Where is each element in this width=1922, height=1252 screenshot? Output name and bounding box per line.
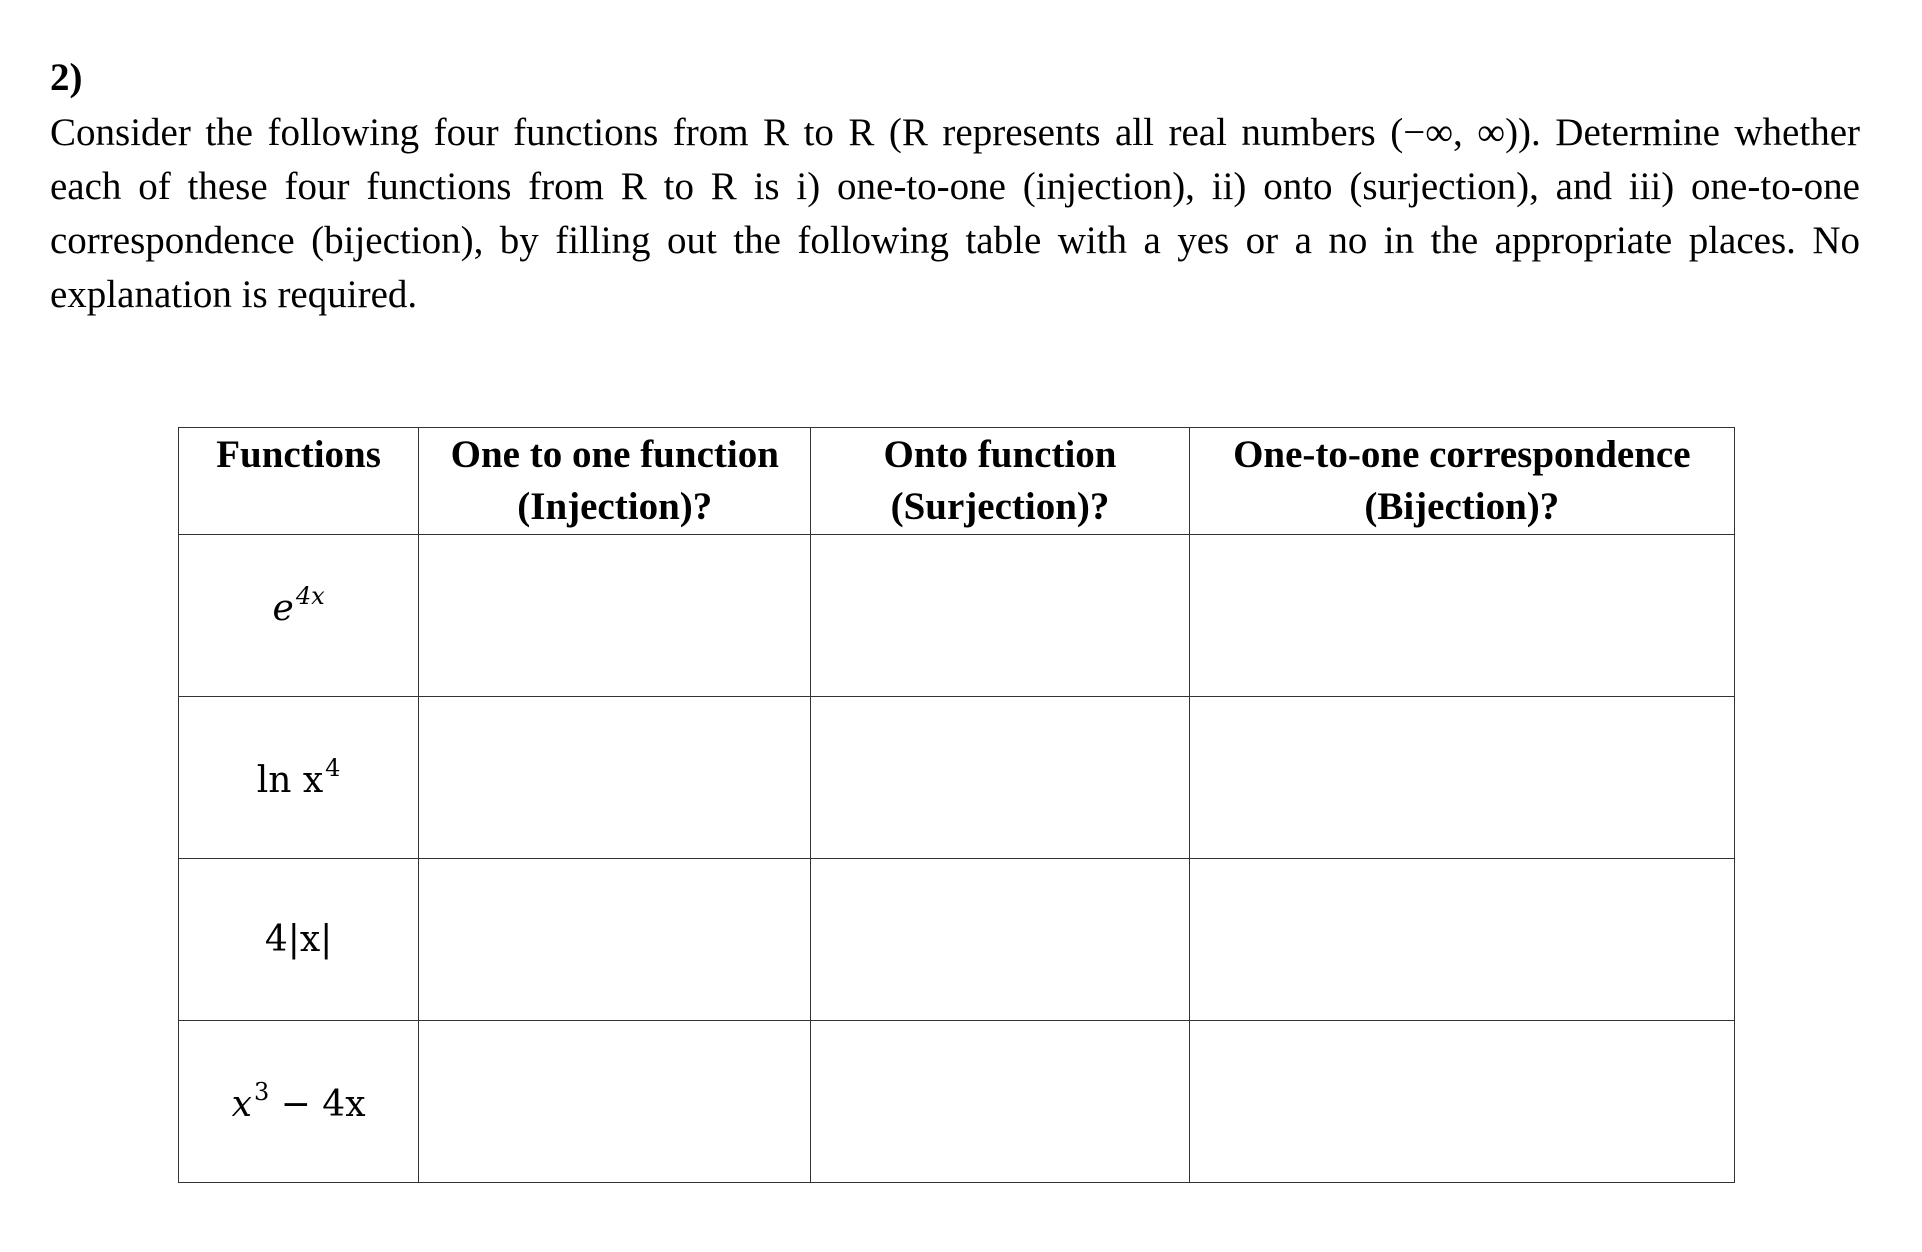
surjection-answer-cell[interactable] — [811, 859, 1189, 1021]
header-surjection — [811, 428, 1189, 535]
header-surjection-line1: Onto function — [883, 433, 1117, 476]
surjection-answer-cell[interactable] — [811, 697, 1189, 859]
answer-table — [178, 427, 1735, 1183]
function-exponent: 4 — [325, 754, 341, 782]
bijection-answer-cell[interactable] — [1189, 1021, 1734, 1183]
prompt-line-1: Consider the following four functions from R to R (R represents all real numbers (−∞, ∞)). Determine whether — [50, 111, 1860, 154]
function-exponent: 3 — [253, 1078, 270, 1106]
table-row — [179, 535, 1735, 697]
surjection-answer-cell[interactable] — [811, 535, 1189, 697]
question-number: 2) — [50, 56, 83, 99]
header-row — [179, 428, 1735, 535]
function-base: 4|x| — [264, 919, 333, 960]
header-injection-line1: One to one function — [450, 433, 779, 476]
header-functions — [179, 428, 419, 535]
header-bijection-line2: (Bijection)? — [1364, 485, 1560, 528]
injection-answer-cell[interactable] — [419, 859, 811, 1021]
injection-answer-cell[interactable] — [419, 697, 811, 859]
function-exponent: 4x — [295, 582, 325, 610]
bijection-answer-cell[interactable] — [1189, 697, 1734, 859]
prompt-line-3: correspondence (bijection), by filling out the following table with a yes or a no in the appropriate places. No — [50, 219, 1860, 262]
bijection-answer-cell[interactable] — [1189, 535, 1734, 697]
function-base: x — [231, 1084, 252, 1125]
function-cell — [179, 697, 419, 859]
function-cell — [179, 859, 419, 1021]
table-row — [179, 859, 1735, 1021]
table-row — [179, 1021, 1735, 1183]
injection-answer-cell[interactable] — [419, 535, 811, 697]
header-functions-label: Functions — [216, 433, 381, 476]
function-base: e — [272, 588, 294, 629]
function-cell — [179, 535, 419, 697]
prompt-line-2: each of these four functions from R to R is i) one-to-one (injection), ii) onto (surjection), and iii) one-to-one — [50, 165, 1860, 208]
function-tail: − 4x — [269, 1084, 366, 1125]
header-injection-line2: (Injection)? — [517, 485, 713, 528]
surjection-answer-cell[interactable] — [811, 1021, 1189, 1183]
prompt-line-4: explanation is required. — [50, 273, 418, 316]
function-cell — [179, 1021, 419, 1183]
question-prompt — [50, 106, 1860, 322]
header-injection — [419, 428, 811, 535]
header-bijection-line1: One-to-one correspondence — [1233, 433, 1691, 476]
bijection-answer-cell[interactable] — [1189, 859, 1734, 1021]
function-base: ln x — [256, 760, 324, 801]
header-bijection — [1189, 428, 1734, 535]
header-surjection-line2: (Surjection)? — [890, 485, 1110, 528]
table-row — [179, 697, 1735, 859]
injection-answer-cell[interactable] — [419, 1021, 811, 1183]
